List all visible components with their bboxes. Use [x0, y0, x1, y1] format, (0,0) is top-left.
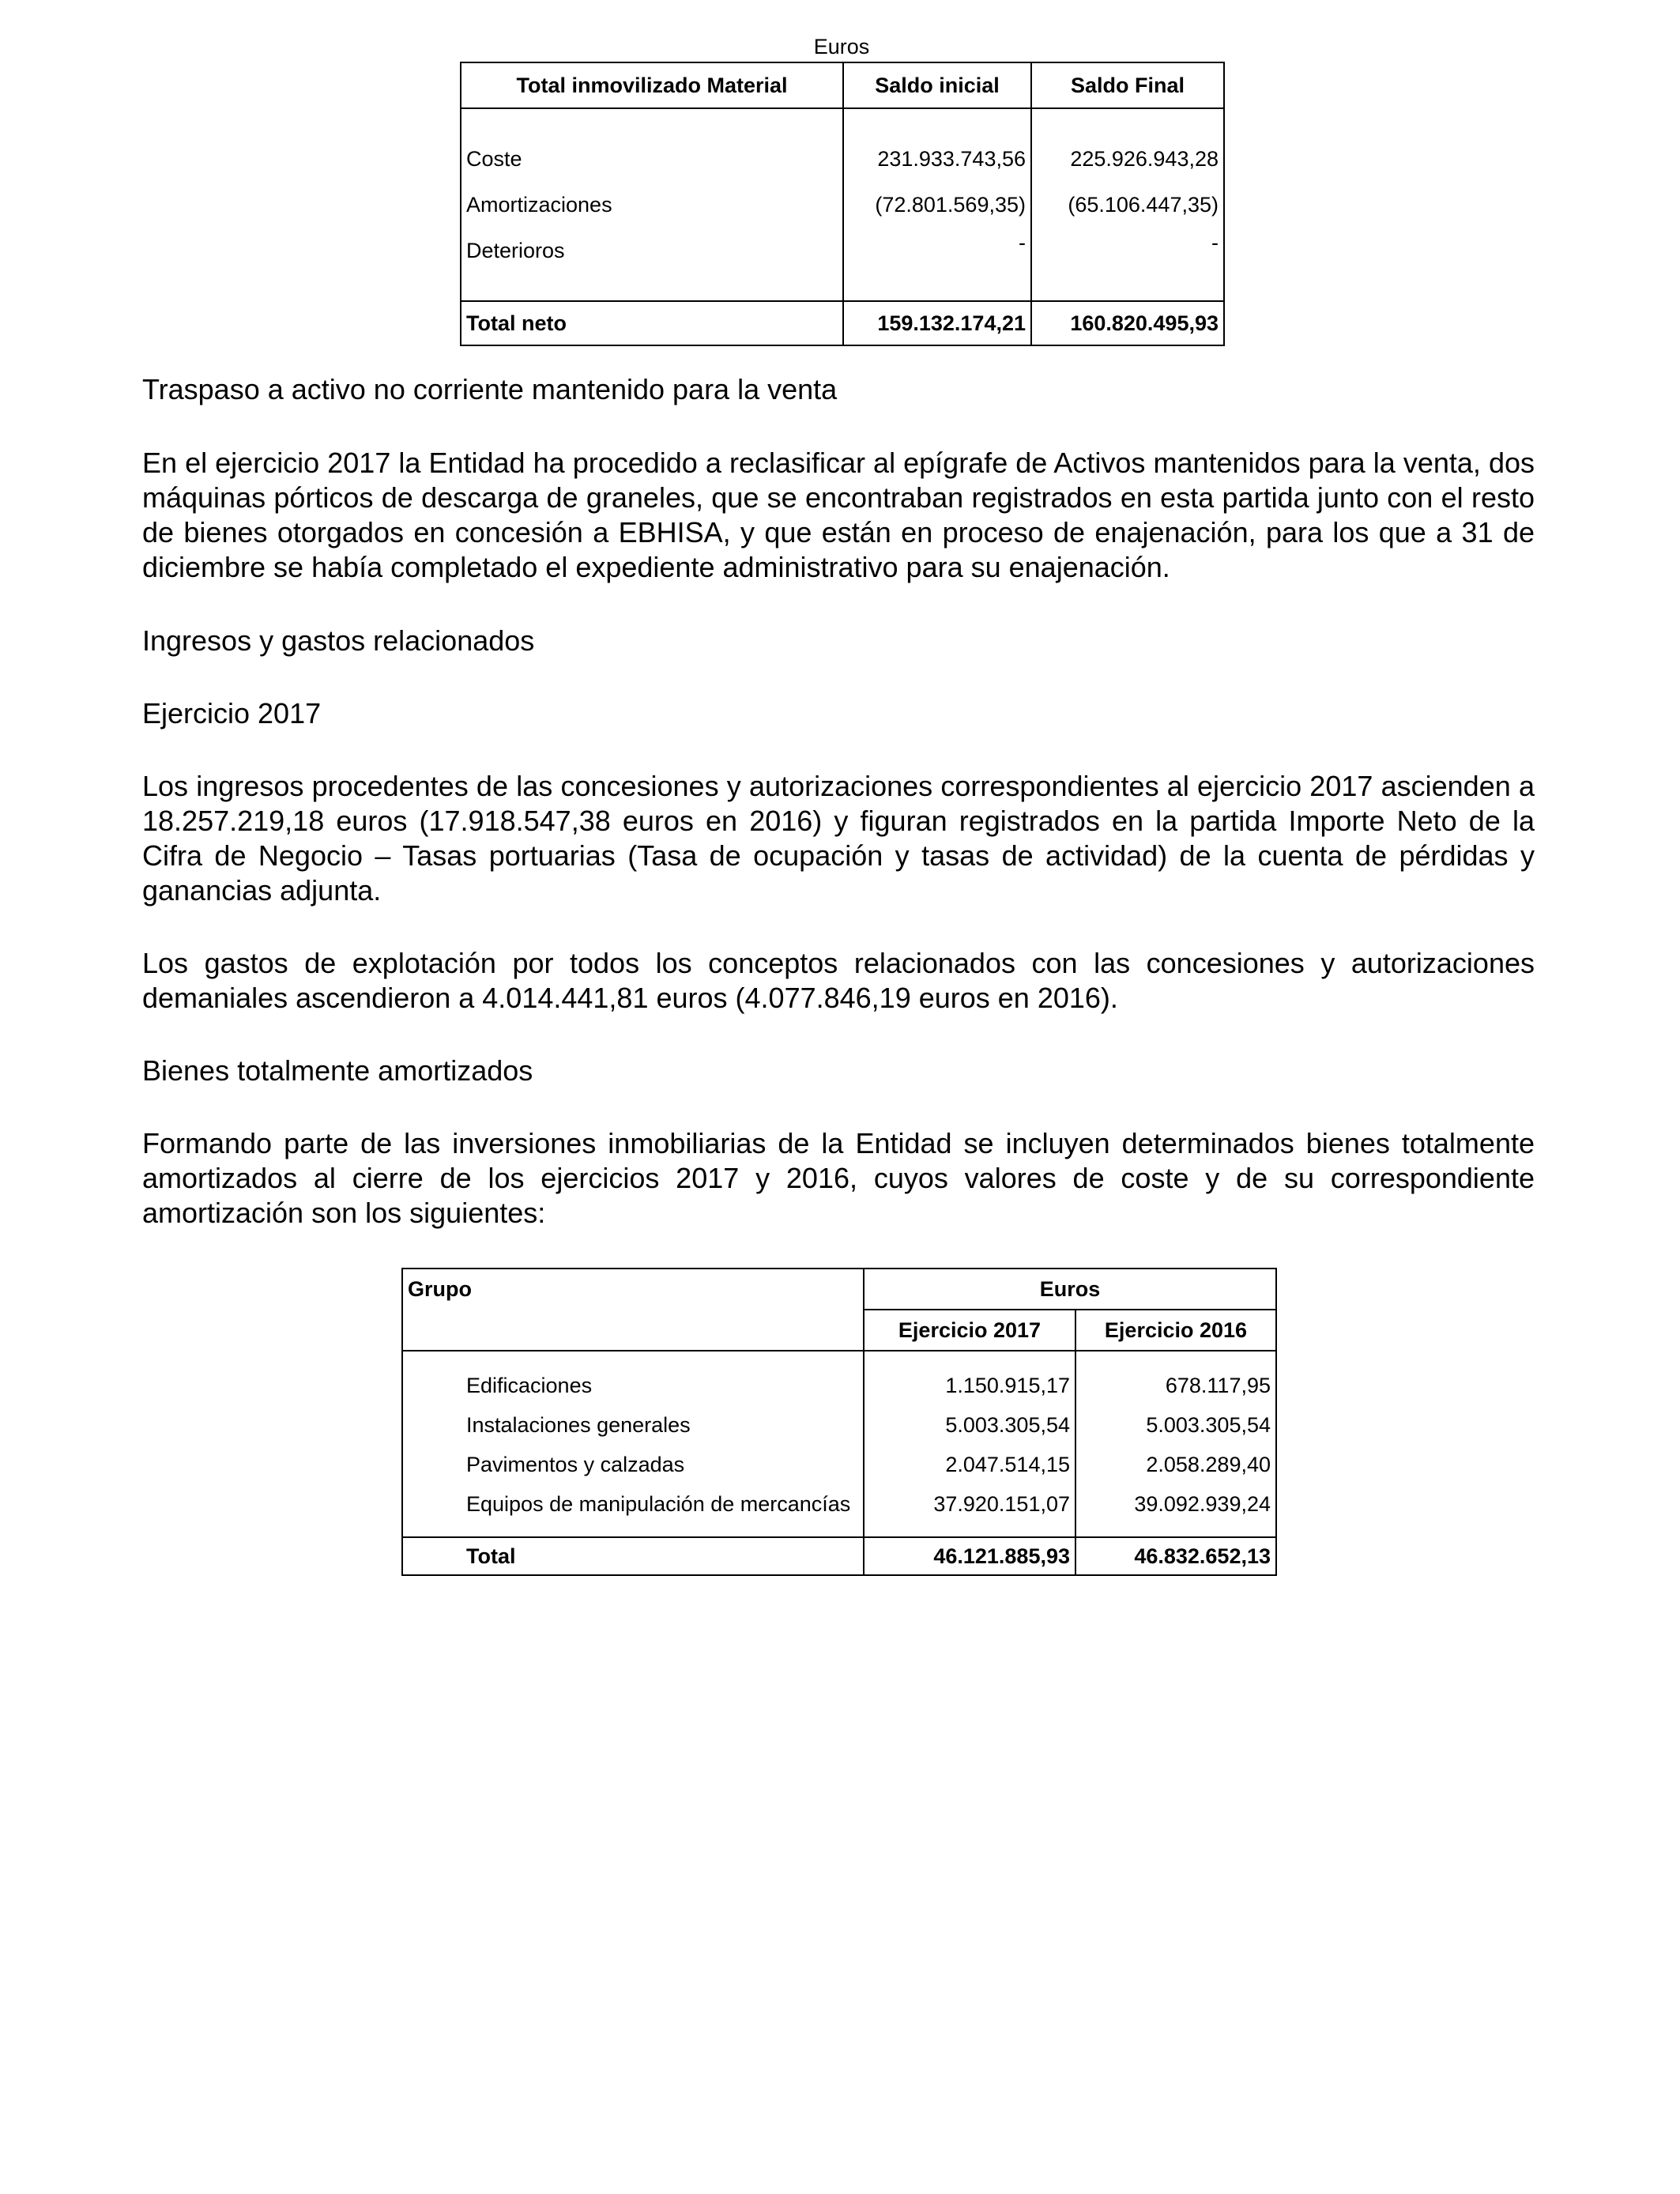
section-heading-ingresos: Ingresos y gastos relacionados	[142, 624, 535, 657]
row-value-inicial: -	[1019, 230, 1026, 254]
table2-header-2016: Ejercicio 2016	[1075, 1310, 1276, 1351]
row-value-2017: 37.920.151,07	[864, 1484, 1075, 1524]
table-row	[402, 1484, 1276, 1524]
table-row	[461, 136, 1224, 182]
table-row	[402, 1445, 1276, 1484]
total-value-2016: 46.832.652,13	[1075, 1537, 1276, 1575]
total-value-2017: 46.121.885,93	[864, 1537, 1075, 1575]
table2-header-euros: Euros	[864, 1269, 1276, 1310]
row-label: Edificaciones	[402, 1366, 864, 1405]
inmovilizado-material-table	[460, 62, 1225, 346]
section-heading-bienes: Bienes totalmente amortizados	[142, 1054, 533, 1087]
table2-header-grupo: Grupo	[402, 1269, 864, 1310]
total-value-final: 160.820.495,93	[1031, 301, 1224, 345]
row-label: Pavimentos y calzadas	[402, 1445, 864, 1484]
table-row	[402, 1405, 1276, 1445]
row-value-final: -	[1211, 230, 1219, 254]
table1-header-final: Saldo Final	[1031, 62, 1224, 108]
total-label: Total	[402, 1537, 864, 1575]
table1-header-concept: Total inmovilizado Material	[461, 62, 843, 108]
paragraph-traspaso: En el ejercicio 2017 la Entidad ha procedido a reclasificar al epígrafe de Activos mantenidos para la venta, dos máquinas pórticos de descarga de graneles, que se encontraban registrados en esta partida junto con el resto de bienes otorgados en concesión a EBHISA, y que están en proceso de enajenación, para los que a 31 de diciembre se había completado el expediente administrativo para su enajenación.	[142, 447, 1535, 583]
paragraph-gastos: Los gastos de explotación por todos los conceptos relacionados con las concesiones y autorizaciones demaniales ascendieron a 4.014.441,81 euros (4.077.846,19 euros en 2016).	[142, 947, 1535, 1014]
table-row	[461, 182, 1224, 228]
row-value-2017: 5.003.305,54	[864, 1405, 1075, 1445]
table-row	[461, 228, 1224, 273]
row-value-final: (65.106.447,35)	[1031, 182, 1224, 228]
total-label: Total neto	[461, 301, 843, 345]
row-label: Coste	[461, 136, 843, 182]
table1-header-inicial: Saldo inicial	[843, 62, 1031, 108]
table2-header-2017: Ejercicio 2017	[864, 1310, 1075, 1351]
paragraph-ingresos: Los ingresos procedentes de las concesiones y autorizaciones correspondientes al ejercicio 2017 ascienden a 18.257.219,18 euros (17.918.547,38 euros en 2016) y figuran registrados en la partida Importe Neto de la Cifra de Negocio – Tasas portuarias (Tasa de ocupación y tasas de actividad) de la cuenta de pérdidas y ganancias adjunta.	[142, 770, 1535, 907]
row-value-2016: 39.092.939,24	[1075, 1484, 1276, 1524]
row-label: Instalaciones generales	[402, 1405, 864, 1445]
row-value-final: 225.926.943,28	[1031, 136, 1224, 182]
row-label: Equipos de manipulación de mercancías	[402, 1484, 864, 1524]
paragraph-bienes: Formando parte de las inversiones inmobiliarias de la Entidad se incluyen determinados bienes totalmente amortizados al cierre de los ejercicios 2017 y 2016, cuyos valores de coste y de su correspondiente amortización son los siguientes:	[142, 1127, 1535, 1229]
table-row	[402, 1366, 1276, 1405]
table-total-row	[461, 301, 1224, 345]
row-value-2016: 2.058.289,40	[1075, 1445, 1276, 1484]
row-label: Deterioros	[461, 228, 843, 273]
row-value-inicial: (72.801.569,35)	[843, 182, 1031, 228]
row-label: Amortizaciones	[461, 182, 843, 228]
row-value-2016: 678.117,95	[1075, 1366, 1276, 1405]
table1-caption: Euros	[813, 35, 870, 58]
total-value-inicial: 159.132.174,21	[843, 301, 1031, 345]
row-value-2017: 1.150.915,17	[864, 1366, 1075, 1405]
row-value-2017: 2.047.514,15	[864, 1445, 1075, 1484]
section-heading-ejercicio: Ejercicio 2017	[142, 697, 322, 729]
row-value-inicial: 231.933.743,56	[843, 136, 1031, 182]
section-heading-traspaso: Traspaso a activo no corriente mantenido para la venta	[142, 373, 838, 405]
table-total-row	[402, 1537, 1276, 1575]
row-value-2016: 5.003.305,54	[1075, 1405, 1276, 1445]
bienes-amortizados-table	[401, 1268, 1277, 1576]
